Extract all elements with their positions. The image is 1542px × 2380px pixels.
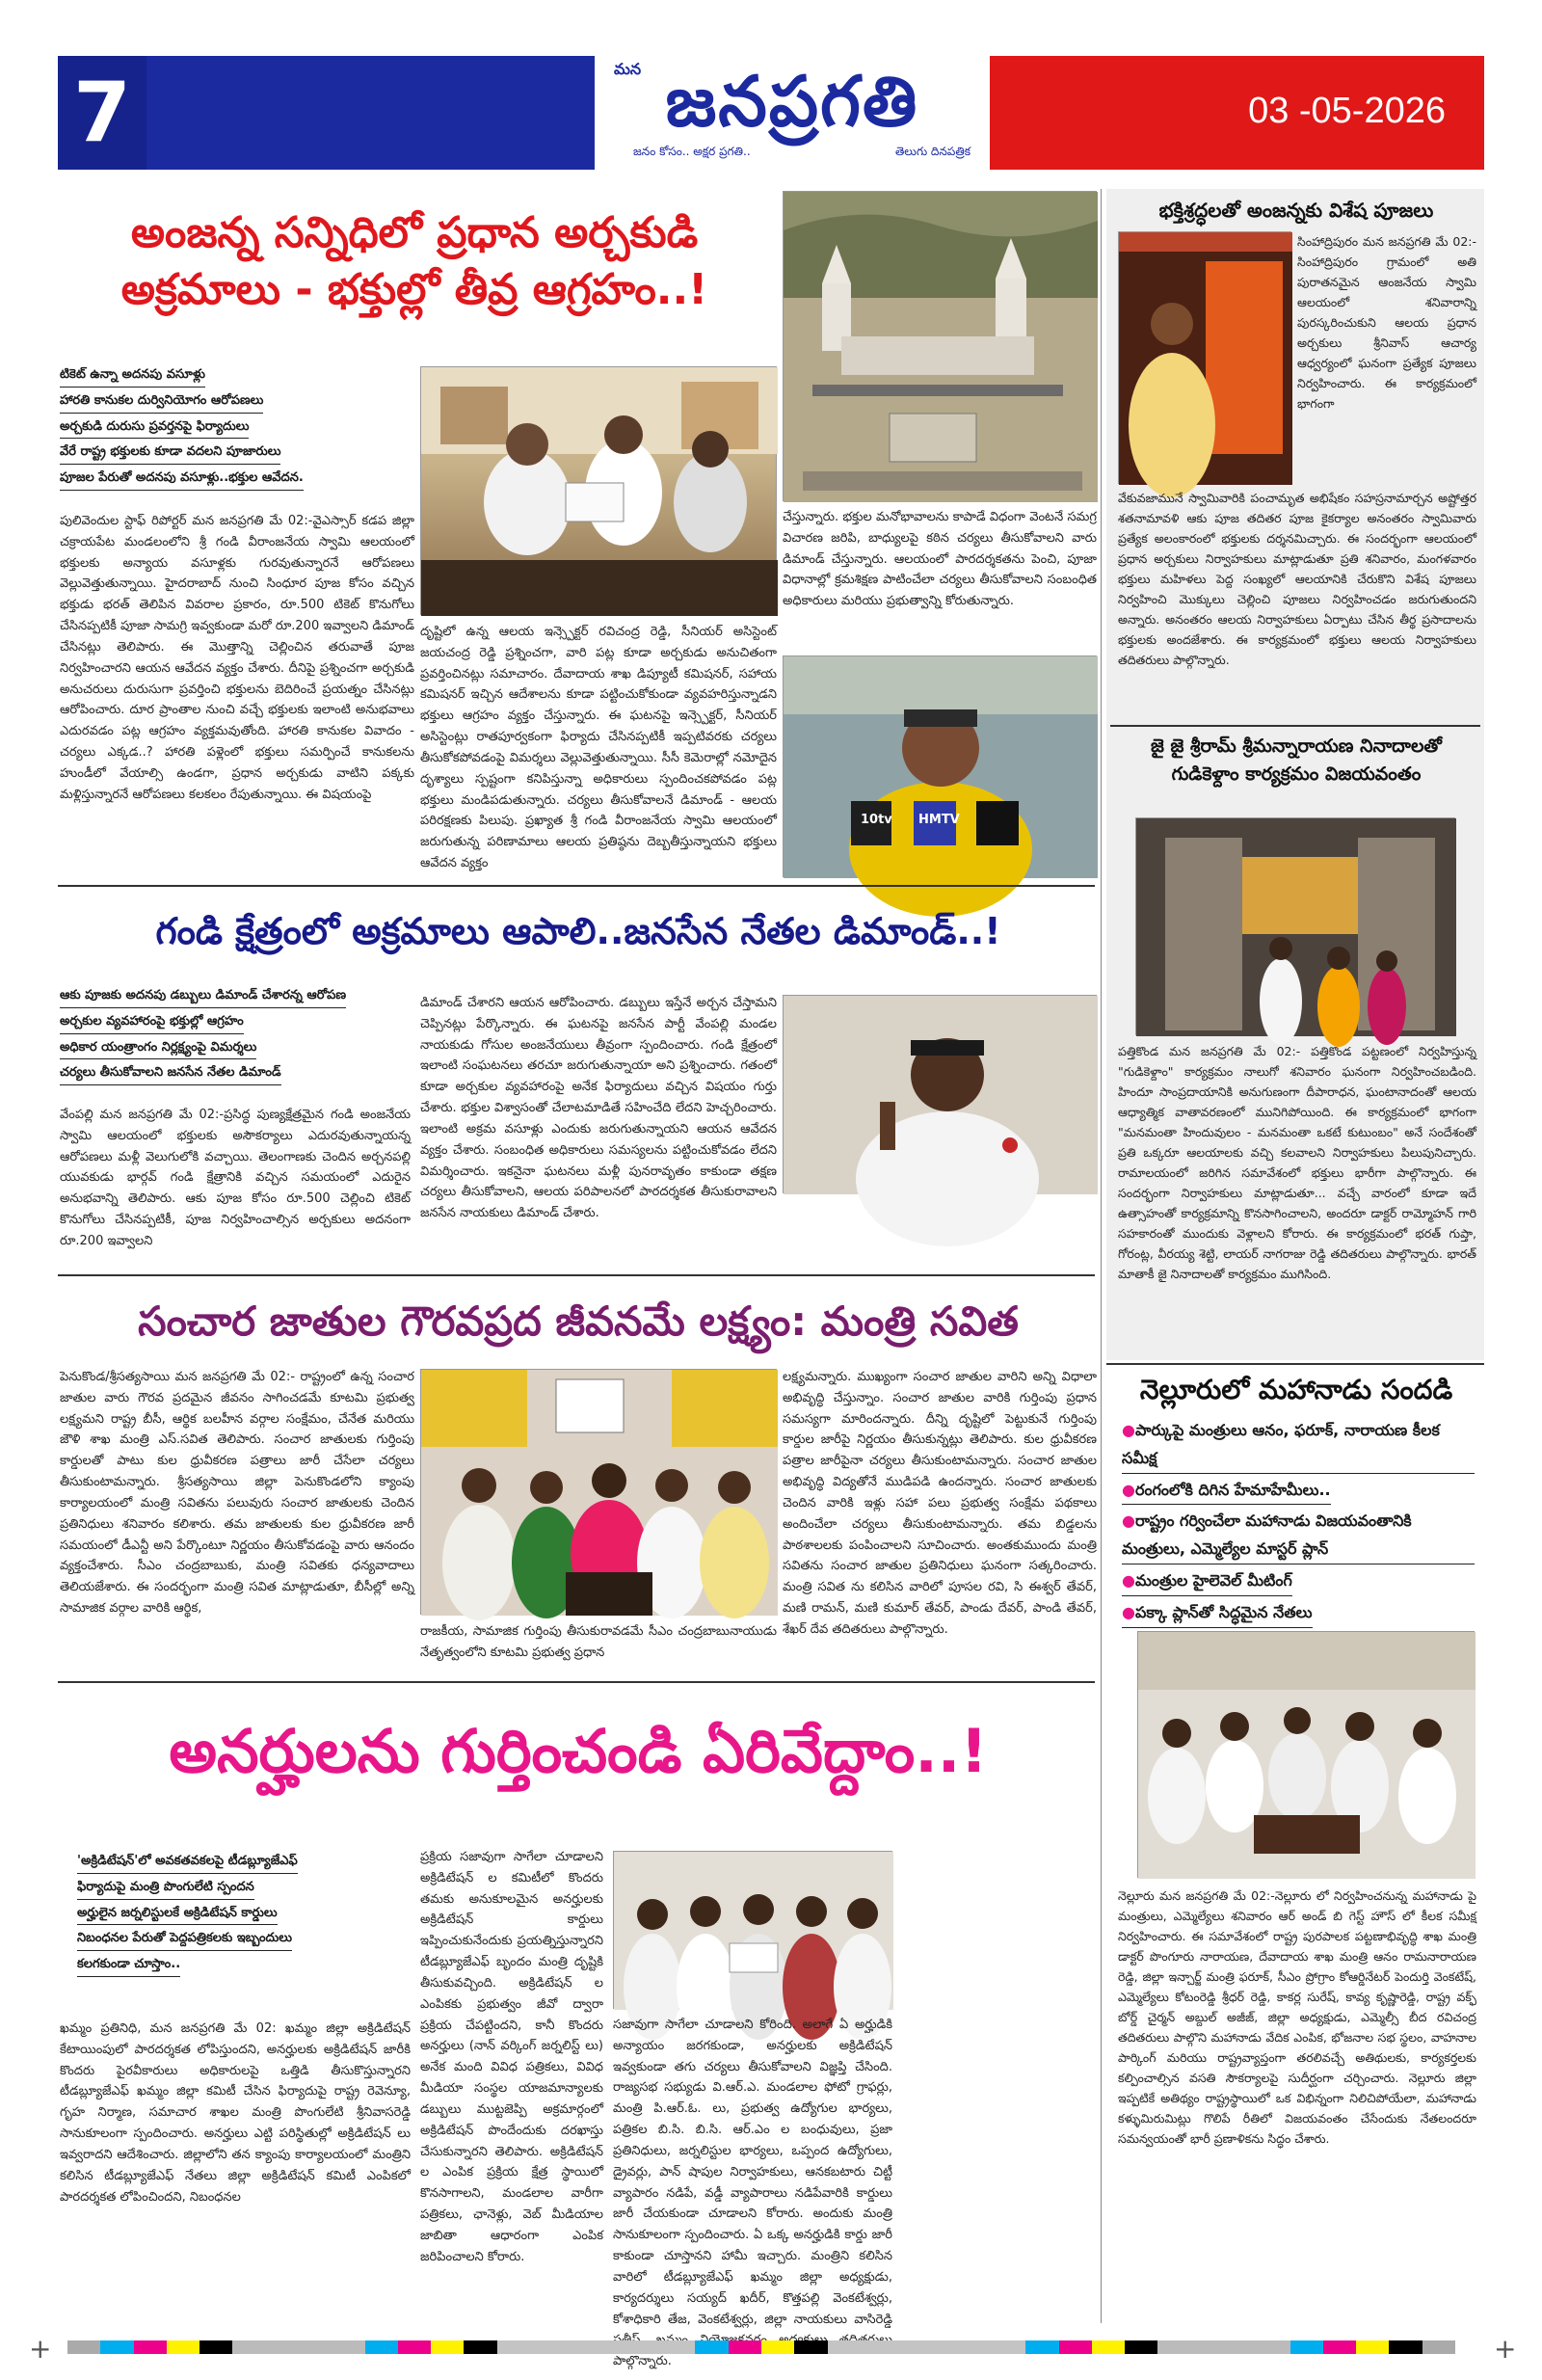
header-blue-band (146, 56, 595, 170)
registration-crosshair-icon: + (29, 2333, 52, 2365)
masthead-title: జనప్రగతి (665, 61, 919, 142)
registration-crosshair-icon: + (1494, 2333, 1517, 2365)
article1-bullet: అర్చకుడి దురుసు ప్రవర్తనపై ఫిర్యాదులు (60, 416, 249, 440)
sidebar3-bullet: ●పక్కా ప్లాన్‌తో సిద్ధమైన నేతలు (1122, 1599, 1313, 1628)
sidebar3-bullet: ●రాష్ట్రం గర్వించేలా మహానాడు విజయవంతానికి మంత్రులు, ఎమ్మెల్యేల మాస్టర్ ప్లాన్ (1122, 1508, 1475, 1564)
color-calibration-strip (67, 2340, 1455, 2354)
article2-bullet: అధికార యంత్రాంగం నిర్లక్ష్యంపై విమర్శలు (60, 1037, 256, 1060)
sidebar3-bullet: ●మంత్రుల హైలెవెల్ మీటింగ్ (1122, 1567, 1292, 1596)
article4-body-col2: ప్రక్రియ సజావుగా సాగేలా చూడాలని అక్రిడిటేషన్ ల కమిటీలో కొందరు తమకు అనుకూలమైన అనర్హులకు అక్రిడిటేషన్ కార్డులు ఇప్పించుకునేందుకు ప్రయత్నిస్తున్నారని టీడబ్ల్యూజేఎఫ్ బృందం మంత్రి దృష్టికి తీసుకువచ్చింది. అక్రిడిటేషన్ ల ఎంపికకు ప్రభుత్వం జీవో ద్వారా ప్రక్రియ చేపట్టిందని, కానీ కొందరు అనర్హులు (నాన్ వర్కింగ్ జర్నలిస్ట్ లు) అనేక మంది వివిధ పత్రికలు, వివిధ మీడియా సంస్థల యాజమాన్యాలకు డబ్బులు ముట్టజెప్పి అక్రమార్గంలో అక్రిడిటేషన్ పొందేందుకు దరఖాస్తు చేసుకున్నారని తెలిపారు. అక్రిడిటేషన్ ల ఎంపిక ప్రక్రియ క్షేత్ర స్థాయిలో కొనసాగాలని, మండలాల వారీగా పత్రికలు, ఛానెళ్లు, వెబ్ మీడియాల జాబితా ఆధారంగా ఎంపిక జరిపించాలని కోరారు. (420, 1850, 603, 2264)
article2-bullets (60, 985, 407, 1088)
meeting-photo-illustration (421, 367, 778, 616)
sidebar3-bullets (1122, 1417, 1475, 1631)
article4-bullet: అర్హులైన జర్నలిస్టులకే అక్రిడిటేషన్ కార్డులు (77, 1903, 278, 1926)
sidebar2-body: పత్తికొండ మన జనప్రగతి మే 02:- పత్తికొండ పట్టణంలో నిర్వహిస్తున్న "గుడికెళ్దాం" కార్యక్రమం నాలుగో శనివారం ఘనంగా నిర్వహించబడింది. హిందూ సాంప్రదాయానికి అనుగుణంగా దీపారాధన, ఘంటానాదంతో ఆలయ ఆధ్యాత్మిక వాతావరణంలో మునిగిపోయింది. ఈ కార్యక్రమంలో భాగంగా "మనమంతా హిందువులం - మనమంతా ఒకటే కుటుంబం" అనే సందేశంతో ప్రతి ఒక్కరూ ఆలయాలకు వచ్చి కలవాలని నిర్వాహకులు పిలుపునిచ్చారు. రామాలయంలో జరిగిన సమావేశంలో భక్తులు భారీగా పాల్గొన్నారు. ఈ సందర్భంగా నిర్వాహకులు మాట్లాడుతూ... వచ్చే వారంలో కూడా ఇదే ఉత్సాహంతో కార్యక్రమాన్ని కొనసాగించాలని, అందరూ డాక్టర్ రామ్మోహన్ గారి సహకారంతో ముందుకు వెళ్లాలని కోరారు. ఈ కార్యక్రమంలో భరత్ గుప్తా, గోరంట్ల, వీరయ్య శెట్టి, లాయర్ నాగరాజు రెడ్డి తదితరులు పాల్గొన్నారు. భారత్ మాతాకీ జై నినాదాలతో కార్యక్రమం ముగిసింది. (1118, 1044, 1476, 1281)
article1-bullets (60, 364, 387, 494)
minister-photo-illustration (421, 1370, 778, 1616)
sidebar1-headline: భక్తిశ్రద్ధలతో అంజన్నకు విశేష పూజలు (1158, 199, 1434, 222)
sidebar1-body: వేకువజామునే స్వామివారికి పంచామృత అభిషేకం సహస్రనామార్చన అష్టోత్తర శతనామావళి ఆకు పూజ తదితర పూజ కైకర్యాల అనంతరం స్వామివారు ప్రత్యేక అలంకారంలో భక్తులకు దర్శనమిచ్చారు. ఈ సందర్భంగా ఆలయంలో ప్రధాన అర్చకులు నిర్వాహకులు మాట్లాడుతూ ప్రతి శనివారం, మంగళవారం భక్తులు మహిళలు పెద్ద సంఖ్యలో ఆలయానికి చేరుకొని విశేష పూజలు నిర్వహించి మొక్కులు చెల్లించి పూజలు నిర్వహించడం జరుగుతుందని అన్నారు. అనంతరం ఆలయ నిర్వాహకులు ఏర్పాటు చేసిన తీర్థ ప్రసాదాలను భక్తులకు అందజేశారు. ఈ కార్యక్రమంలో భక్తులు ఆలయ నిర్వాహకులు తదితరులు పాల్గొన్నారు. (1118, 491, 1476, 667)
article4-headline: అనర్హులను గుర్తించండి ఏరివేద్దాం..! (169, 1716, 988, 1786)
masthead-logo (595, 56, 990, 170)
article4-bullet: నిబంధనల పేరుతో పెద్దపత్రికలకు ఇబ్బందులు (77, 1928, 292, 1951)
article1-photo-temple-aerial (783, 191, 1097, 501)
article2-bullet: చర్యలు తీసుకోవాలని జనసేన నేతల డిమాండ్ (60, 1062, 281, 1085)
article1-body-col2: దృష్టిలో ఉన్న ఆలయ ఇన్స్పెక్టర్ రవిచంద్ర రెడ్డి, సీనియర్ అసిస్టెంట్ జయచంద్ర రెడ్డి ప్రశ్నించగా, వారి పట్ల కూడా అర్చకుడు అనుచితంగా ప్రవర్తించినట్లు సమాచారం. దేవాదాయ శాఖ డిప్యూటీ కమిషనర్, సహాయ కమిషనర్ ఇచ్చిన ఆదేశాలను కూడా పట్టించుకోకుండా వ్యవహరిస్తున్నాడని భక్తులు ఆగ్రహం వ్యక్తం చేస్తున్నారు. ఈ ఘటనపై ఇన్స్పెక్టర్, సీనియర్ అసిస్టెంట్లు రాతపూర్వకంగా ఫిర్యాదు చేసినప్పటికీ ఇప్పటివరకు చర్యలు తీసుకోకపోవడంపై విమర్శలు వెల్లువెత్తుతున్నాయి. సీసీ కెమెరాల్లో నమోదైన దృశ్యాలు స్పష్టంగా కనిపిస్తున్నా అధికారులు స్పందించకపోవడం పట్ల భక్తులు మండిపడుతున్నారు. చర్యలు తీసుకోవాలనే డిమాండ్ - ఆలయ పరిరక్షణకు పిలుపు. ప్రఖ్యాత శ్రీ గండి వీరాంజనేయ స్వామి ఆలయంలో జరుగుతున్న పరిణామాలు ఆలయ ప్రతిష్ఠను దెబ్బతీస్తున్నాయని భక్తులు ఆవేదన వ్యక్తం (420, 625, 777, 871)
article3-photo-caption: రాజకీయ, సామాజిక గుర్తింపు తీసుకురావడమే సీఎం చంద్రబాబునాయుడు నేతృత్వంలోని కూటమి ప్రభుత్వ ప్రధాన (420, 1624, 777, 1660)
header-red-band (990, 56, 1484, 170)
article4-bullet: 'అక్రిడిటేషన్'లో అవకతవకలపై టీడబ్ల్యూజేఎఫ్ (77, 1851, 298, 1874)
section-divider (58, 1681, 1095, 1683)
sidebar3-body: నెల్లూరు మన జనప్రగతి మే 02:-నెల్లూరు లో నిర్వహించనున్న మహానాడు పై మంత్రులు, ఎమ్మెల్యేలు శనివారం ఆర్ అండ్ బి గెస్ట్ హౌస్ లో కీలక సమీక్ష నిర్వహించారు. ఈ సమావేశంలో రాష్ట్ర పురపాలక పట్టణాభివృద్ధి శాఖ మంత్రి డాక్టర్ పొంగూరు నారాయణ, దేవాదాయ శాఖ మంత్రి ఆనం రామనారాయణ రెడ్డి, జిల్లా ఇన్చార్జ్ మంత్రి ఫరూక్, సీఎం ప్రోగ్రాం కోఆర్డినేటర్ పెందుర్తి వెంకటేష్, ఎమ్మెల్యేలు కోటంరెడ్డి శ్రీధర్ రెడ్డి, కాకర్ల సురేష్, కావ్య కృష్ణారెడ్డి, రాష్ట్ర వక్ఫ్ బోర్డ్ చైర్మన్ అబ్దుల్ అజీజ్, జిల్లా అధ్యక్షుడు, ఎమ్మెల్సీ బీద రవిచంద్ర తదితరులు పాల్గొని మహానాడు వేదిక ఎంపిక, భోజనాల సభ స్థలం, వాహనాల పార్కింగ్ మరియు రాష్ట్రవ్యాప్తంగా తరలివచ్చే అతిథులకు, కార్యకర్తలకు కల్పించాల్సిన వసతి సౌకర్యాలపై సుదీర్ఘంగా చర్చించారు. నెల్లూరు జిల్లా ఇప్పటికే అతిథ్యం రాష్ట్రస్థాయిలో ఒక విభిన్నంగా నిలిచిపోయేలా, మహానాడు కళ్ళుమిరుమిట్లు గొలిపే రీతిలో విజయవంతం చేసేందుకు నేతలందరూ సమన్వయంతో భారీ ప్రణాళికను సిద్ధం చేశారు. (1118, 1888, 1476, 2146)
article3-photo-minister (420, 1369, 777, 1615)
mic-logo-label: HMTV (918, 813, 960, 827)
section-divider (1110, 725, 1480, 727)
sidebar2-headline-line2: గుడికెళ్దాం కార్యక్రమం విజయవంతం (1171, 762, 1422, 785)
article1-headline-line2: అక్రమాలు - భక్తుల్లో తీవ్ర ఆగ్రహం..! (120, 265, 708, 315)
article4-body-col1: ఖమ్మం ప్రతినిధి, మన జనప్రగతి మే 02: ఖమ్మం జిల్లా అక్రిడిటేషన్ కేటాయింపులో పారదర్శకత లోపిస్తుందని, అనర్హులకు అక్రిడిటేషన్ జారీకి కొందరు పైరవీకారులు అధికారులపై ఒత్తిడి తీసుకొస్తున్నారని టీడబ్ల్యూజేఎఫ్ ఖమ్మం జిల్లా కమిటీ చేసిన ఫిర్యాదుపై రాష్ట్ర రెవెన్యూ, గృహ నిర్మాణ, సమాచార శాఖల మంత్రి పొంగులేటి శ్రీనివాసరెడ్డి సానుకూలంగా స్పందించారు. అనర్హులు ఎట్టి పరిస్థితుల్లో అక్రిడిటేషన్ లు ఇవ్వరాదని ఆదేశించారు. జిల్లాలోని తన క్యాంపు కార్యాలయంలో మంత్రిని కలిసిన టీడబ్ల్యూజేఎఫ్ నేతలు జిల్లా అక్రిడిటేషన్ కమిటీ ఎంపికలో పారదర్శకత లోపించిందని, నిబంధనల (60, 2021, 411, 2205)
sidebar3-bullet-text: రాష్ట్రం గర్వించేలా మహానాడు విజయవంతానికి మంత్రులు, ఎమ్మెల్యేల మాస్టర్ ప్లాన్ (1122, 1511, 1412, 1559)
article1-body-col1: పులివెందుల స్టాఫ్ రిపోర్టర్ మన జనప్రగతి మే 02:-వైఎస్సార్ కడప జిల్లా చక్రాయపేట మండలంలోని శ్రీ గండి వీరాంజనేయ స్వామి ఆలయంలో భక్తులకు అన్యాయ వసూళ్లకు గురవుతున్నారనే ఆరోపణలు వెల్లువెత్తుతున్నాయి. హైదరాబాద్ నుంచి సింధూర పూజ కోసం వచ్చిన భక్తుడు భరత్ తెలిపిన వివరాల ప్రకారం, రూ.500 టికెట్ కొనుగోలు చేసినప్పటికీ పూజా సామగ్రి ఇవ్వకుండా మరో రూ.200 ఇవ్వాలని డిమాండ్ చేసినట్లు తెలిపారు. ఈ మొత్తాన్ని చెల్లించిన తరువాతే పూజ నిర్వహించారని ఆయన ఆవేదన వ్యక్తం చేశారు. దీనిపై ప్రశ్నించగా అర్చకుడి అనుచరులు దురుసుగా ప్రవర్తించి భక్తులను బెదిరించే ప్రయత్నం చేసినట్లు ఆరోపించారు. దూర ప్రాంతాల నుంచి వచ్చే భక్తులకు ఇలాంటి అనుభవాలు ఎదురవడం పట్ల ఆగ్రహం వ్యక్తమవుతోంది. హారతి కానుకల వివాదం - చర్యలు ఎక్కడ..? హారతి పళ్లెంలో భక్తులు సమర్పించే కానుకలను హుండీలో వేయాల్సి ఉండగా, ప్రధాన అర్చకుడు వాటిని పక్కకు మళ్లిస్తున్నారనే ఆరోపణలు కలకలం రేపుతున్నాయి. ఈ విషయంపై (60, 514, 414, 802)
article2-headline: గండి క్షేత్రంలో అక్రమాలు ఆపాలి..జనసేన నేతల డిమాండ్..! (155, 910, 1001, 952)
article1-photo-interview (783, 655, 1097, 877)
article1-bullet: హారతి కానుకల దుర్వినియోగం ఆరోపణలు (60, 390, 263, 414)
sidebar3-bullet-text: మంత్రుల హైలెవెల్ మీటింగ్ (1134, 1570, 1292, 1590)
article1-bullet: పూజల పేరుతో అదనపు వసూళ్లు..భక్తుల ఆవేదన. (60, 468, 304, 491)
sidebar3-bullet-text: రంగంలోకి దిగిన హేమాహేమీలు.. (1134, 1480, 1331, 1499)
sidebar3-headline: నెల్లూరులో మహానాడు సందడి (1139, 1374, 1453, 1405)
masthead-bar (58, 56, 1484, 170)
article1-headline-line1: అంజన్న సన్నిధిలో ప్రధాన అర్చకుడి (130, 208, 699, 257)
section-divider (1106, 1363, 1484, 1365)
article4-bullet: ఫిర్యాదుపై మంత్రి పొంగులేటి స్పందన (77, 1877, 254, 1900)
sidebar3-photo-meeting (1137, 1631, 1475, 1878)
temple-aerial-illustration (784, 192, 1098, 502)
article1-bullet: టికెట్ ఉన్నా అదనపు వసూళ్లు (60, 364, 205, 388)
section-divider (58, 885, 1095, 887)
article2-body-col1: వేంపల్లి మన జనప్రగతి మే 02:-ప్రసిద్ధ పుణ్యక్షేత్రమైన గండి అంజనేయ స్వామి ఆలయంలో భక్తులకు అసౌకర్యాలు ఎదురవుతున్నాయన్న ఆరోపణలు మళ్లీ వెలుగులోకి వచ్చాయి. తెలంగాణకు చెందిన అర్చనపల్లి యువకుడు భార్గవ్ గండి క్షేత్రానికి వచ్చిన సమయంలో ఎదురైన అనుభవాన్ని తెలిపారు. ఆకు పూజ కోసం రూ.500 చెల్లించి టికెట్ కొనుగోలు చేసినప్పటికీ, పూజ నిర్వహించాల్సిన అర్చకులు అదనంగా రూ.200 ఇవ్వాలని (60, 1108, 411, 1248)
mic-logo-label: 10tv (861, 813, 892, 827)
temple-interior-illustration (1136, 818, 1456, 1036)
sidebar3-bullet-text: పార్కుపై మంత్రులు ఆనం, ఫరూక్, నారాయణ కీలక సమీక్ష (1122, 1421, 1440, 1467)
article4-photo-memorandum (613, 1851, 892, 2009)
priest-photo-illustration (1119, 232, 1292, 485)
sidebar2-headline-line1: జై జై శ్రీరామ్ శ్రీమన్నారాయణ నినాదాలతో (1151, 735, 1442, 757)
column-divider (1101, 189, 1102, 2323)
sidebar3-bullet: ●రంగంలోకి దిగిన హేమాహేమీలు.. (1122, 1477, 1331, 1506)
article2-bullet: అర్చకుల వ్యవహారంపై భక్తుల్లో ఆగ్రహం (60, 1011, 244, 1034)
article3-body-col1: పెనుకొండ/శ్రీసత్యసాయి మన జనప్రగతి మే 02:- రాష్ట్రంలో ఉన్న సంచార జాతుల వారు గౌరవ ప్రదమైన జీవనం సాగించడమే కూటమి ప్రభుత్వ లక్ష్యమని రాష్ట్ర బీసీ, ఆర్థిక బలహీన వర్గాల సంక్షేమం, చేనేత మరియు జౌళి శాఖ మంత్రి ఎస్.సవిత తెలిపారు. సంచార జాతులకు గుర్తింపు కార్డులతో పాటు కుల ధ్రువీకరణ పత్రాలు జారీ చేసేలా చర్యలు తీసుకుంటామన్నారు. శ్రీసత్యసాయి జిల్లా పెనుకొండలోని క్యాంపు కార్యాలయంలో మంత్రి సవితను పలువురు సంచార జాతులకు చెందిన ప్రతినిధులు శనివారం కలిశారు. తమ జాతులకు కుల ధ్రువీకరణ జారీ సమయంలో డీఎన్టీ అని పేర్కొంటూ నిర్ణయం తీసుకోవడంపై వారు ఆనందం వ్యక్తంచేశారు. సీఎం చంద్రబాబుకు, మంత్రి సవితకు ధన్యవాదాలు తెలియజేశారు. ఈ సందర్భంగా మంత్రి సవిత మాట్లాడుతూ, బీసీల్లో అన్ని సామాజిక వర్గాల వారికి ఆర్థిక, (60, 1370, 414, 1617)
sidebar3-bullet-text: పక్కా ప్లాన్‌తో సిద్ధమైన నేతలు (1134, 1602, 1313, 1621)
article1-bullet: వేరే రాష్ట్ర భక్తులకు కూడా వదలని పూజారులు (60, 441, 280, 465)
article3-body-col3: లక్ష్యమన్నారు. ముఖ్యంగా సంచార జాతుల వారిని అన్ని విధాలా అభివృద్ధి చేస్తున్నాం. సంచార జాతుల వారికి గుర్తింపు ప్రధాన సమస్యగా మారిందన్నారు. దీన్ని దృష్టిలో పెట్టుకునే గుర్తింపు కార్డుల జారీపై నిర్ణయం తీసుకున్నట్లు తెలిపారు. కుల ధ్రువీకరణ పత్రాల జారీపైనా చర్యలు తీసుకుంటామన్నారు. సంచార జాతుల అభివృద్ధి విద్యతోనే ముడిపడి ఉందన్నారు. సంచార జాతులకు చెందిన వారికి ఇళ్లు సహా పలు ప్రభుత్వ సంక్షేమ పథకాలు అందించేలా చర్యలు తీసుకుంటామన్నారు. తమ బిడ్డలను పాఠశాలలకు పంపించాలని సూచించారు. అంతకుముందు మంత్రి సవితను సంచార జాతుల ప్రతినిధులు ఘనంగా సత్కరించారు. మంత్రి సవిత ను కలిసిన వారిలో పూసల రవి, సి ఈశ్వర్ తేవర్, మణి రామన్, మణి కుమార్ తేవర్, పాండు దేవర్, పాండి తేవర్, శేఖర్ దేవ తదితరులు పాల్గొన్నారు. (783, 1370, 1097, 1637)
sidebar2-photo-temple (1135, 817, 1455, 1035)
memorandum-photo-illustration (614, 1852, 893, 2010)
sidebar1-photo-priest (1118, 231, 1291, 484)
review-meeting-illustration (1138, 1632, 1476, 1879)
masthead-tagline-right: తెలుగు దినపత్రిక (894, 145, 970, 158)
article1-headline (58, 204, 771, 319)
article4-body-col3a: సజావుగా సాగేలా చూడాలని కోరింది. అలాగే ఏ అర్హుడికి అన్యాయం జరగకుండా, అనర్హులకు అక్రిడిటేషన్ ఇవ్వకుండా తగు చర్యలు తీసుకోవాలని విజ్ఞప్తి చేసింది. రాజ్యసభ సభ్యుడు వి.ఆర్.ఎ. మండలాల ఫోటో గ్రాఫర్లు, మంత్రి పి.ఆర్.ఓ. లు, ప్రభుత్వ ఉద్యోగుల భార్యలు, పత్రికల బి.సి. బి.సి. ఆర్.ఎం ల బంధువులు, ప్రజా ప్రతినిధులు, జర్నలిస్టుల భార్యలు, ఒప్పంద ఉద్యోగులు, డ్రైవర్లు, పాన్ షాపుల నిర్వాహకులు, ఆనకబటారు చిట్టీ వ్యాపారం నడిపే, వడ్డీ వ్యాపారాలు నడిపేవారికి కార్డులు జారీ చేయకుండా చూడాలని కోరారు. అందుకు మంత్రి సానుకూలంగా స్పందించారు. ఏ ఒక్క అనర్హుడికి కార్డు జారీ కాకుండా చూస్తానని హామీ ఇచ్చారు. మంత్రిని కలిసిన వారిలో టీడబ్ల్యూజేఎఫ్ ఖమ్మం జిల్లా అధ్యక్షుడు, కార్యదర్శులు సయ్యద్ ఖదీర్, కొత్తపల్లి వెంకటేశ్వర్లు, కోశాధికారి తేజ, వెంకటేశ్వర్లు, జిల్లా నాయకులు వాసిరెడ్డి పాల్గొన్నారు. (613, 2018, 892, 2369)
article2-body-col2: డిమాండ్ చేశారని ఆయన ఆరోపించారు. డబ్బులు ఇస్తేనే అర్చన చేస్తామని చెప్పినట్లు పేర్కొన్నారు. ఈ ఘటనపై జనసేన పార్టీ వేంపల్లి మండల నాయకుడు గోసుల అంజనేయులు తీవ్రంగా స్పందించారు. గండి క్షేత్రంలో ఇలాంటి సంఘటనలు తరచూ జరుగుతున్నాయా అని ప్రశ్నించారు. గతంలో కూడా అర్చకుల వ్యవహారంపై అనేక ఫిర్యాదులు వచ్చిన విషయం గుర్తు చేశారు. భక్తుల విశ్వాసంతో చేలాటమాడితే సహించేది లేదని హెచ్చరించారు. ఇలాంటి అక్రమ వసూళ్లు ఎందుకు జరుగుతున్నాయని ఆయన ఆవేదన వ్యక్తం చేశారు. సంబంధిత అధికారులు సమస్యలను పట్టించుకోవడం లేదని విమర్శించారు. ఇకనైనా ఘటనలు మళ్లీ పునరావృతం కాకుండా తక్షణ చర్యలు తీసుకోవాలని, ఆలయ పరిపాలనలో పారదర్శకత తీసుకురావాలని జనసేన నాయకులు డిమాండ్ చేశారు. (420, 996, 777, 1221)
masthead-tagline: జనం కోసం.. అక్షర ప్రగతి.. (633, 145, 751, 158)
article1-photo-meeting (420, 366, 777, 615)
article1-body-col3: చేస్తున్నారు. భక్తుల మనోభావాలను కాపాడే విధంగా వెంటనే సమగ్ర విచారణ జరిపి, బాధ్యులపై కఠిన చర్యలు తీసుకోవాలని వారు డిమాండ్ చేస్తున్నారు. ఆలయంలో పారదర్శకతను పెంచి, పూజా విధానాల్లో క్రమశిక్షణ పాటించేలా చర్యలు తీసుకోవాలని సంబంధిత అధికారులు మరియు ప్రభుత్వాన్ని కోరుతున్నారు. (783, 510, 1097, 609)
section-divider (58, 1274, 1095, 1276)
sidebar3-bullet: ●పార్కుపై మంత్రులు ఆనం, ఫరూక్, నారాయణ కీలక సమీక్ష (1122, 1417, 1475, 1474)
interview-photo-illustration (784, 656, 1098, 878)
leader-photo-illustration (784, 996, 1098, 1194)
sidebar2-headline (1108, 733, 1484, 788)
sidebar1-body-top: సింహాద్రిపురం మన జనప్రగతి మే 02:- సింహాద్రిపురం గ్రామంలో అతి పురాతనమైన ఆంజనేయ స్వామి ఆలయంలో శనివారాన్ని పురస్కరించుకుని ఆలయ ప్రధాన అర్చకులు శ్రీనివాస్ ఆచార్య ఆధ్వర్యంలో ఘనంగా ప్రత్యేక పూజలు నిర్వహించారు. ఈ కార్యక్రమంలో భాగంగా (1297, 234, 1476, 411)
article2-bullet: ఆకు పూజకు అదనపు డబ్బులు డిమాండ్ చేశారన్న ఆరోపణ (60, 985, 346, 1008)
masthead-small-text: మన (614, 60, 642, 78)
article4-bullets (77, 1851, 395, 1980)
issue-date: 03 -05-2026 (1248, 91, 1446, 131)
article4-bullet: కలగకుండా చూస్తాం.. (77, 1954, 180, 1977)
article3-headline: సంచార జాతుల గౌరవప్రద జీవనమే లక్ష్యం: మంత్రి సవిత (138, 1297, 1019, 1345)
page-number: 7 (58, 56, 146, 170)
article2-photo-leader (783, 995, 1097, 1193)
